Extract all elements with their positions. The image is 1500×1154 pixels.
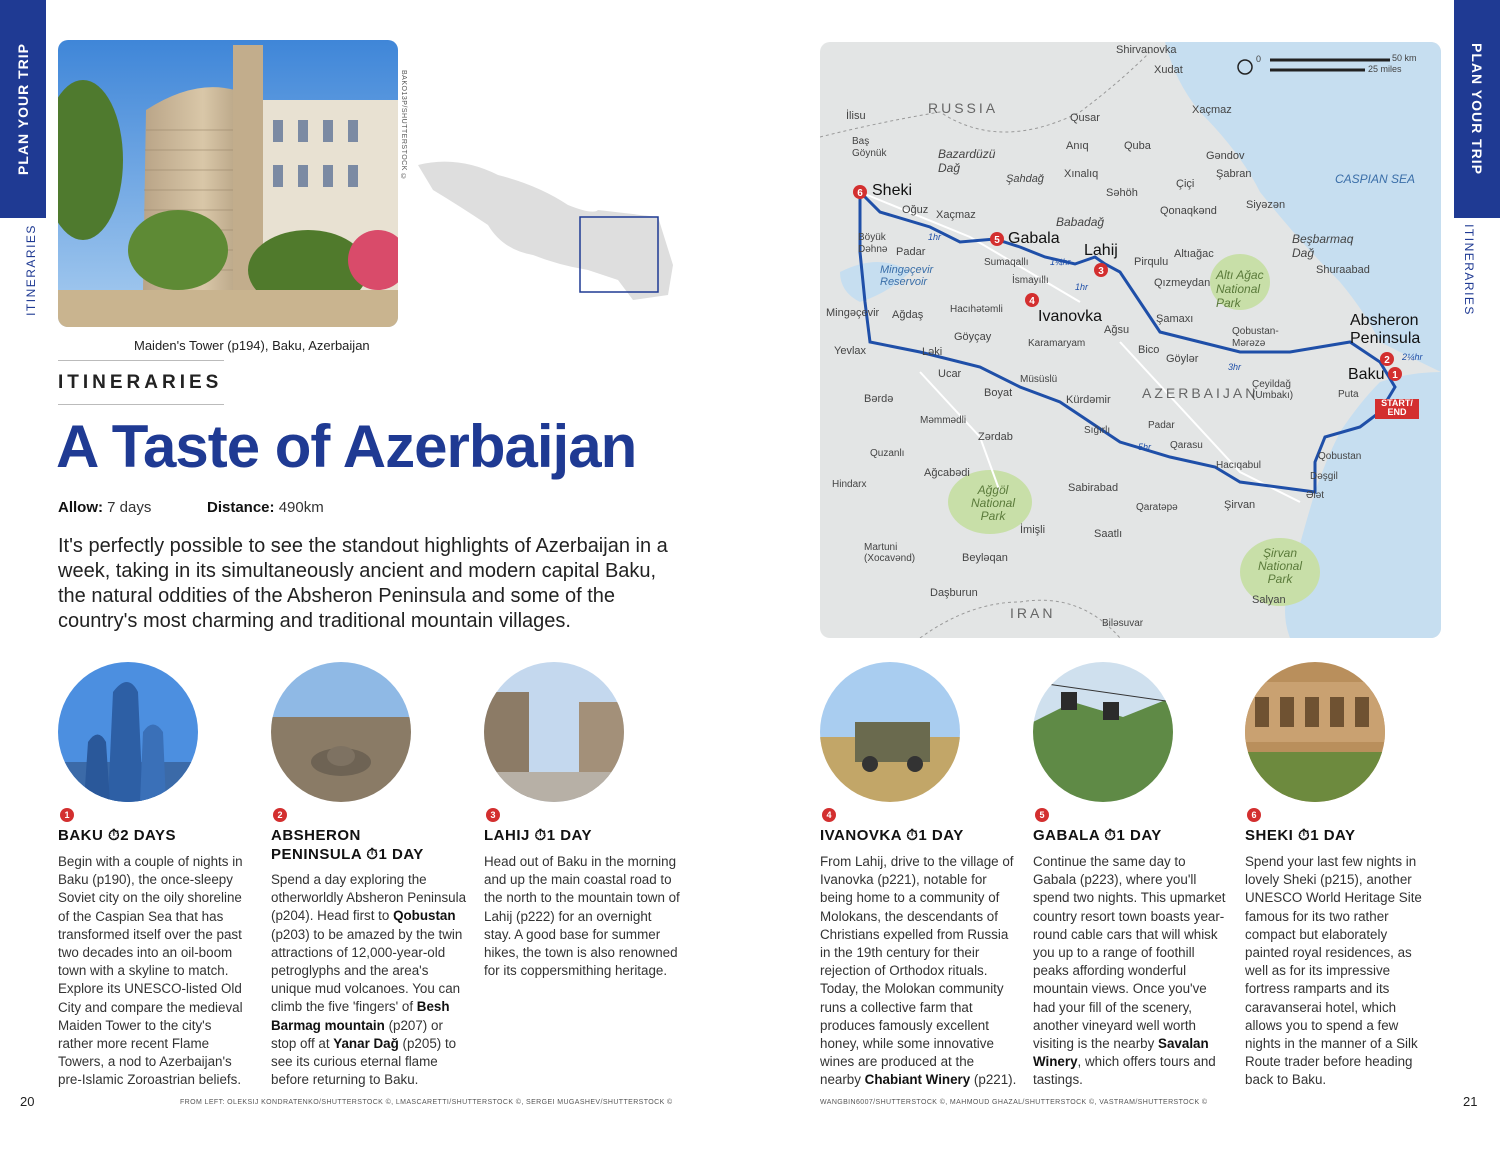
stop-description-absheron: Spend a day exploring the otherworldly Absheron Peninsula (p204). Head first to Qobustan (p203) to be amazed by the twin attractions of 12,000-year-old petroglyphs and the area's unique mud volcanoes. You can climb the five 'fingers' of Besh Barmag mountain (p207) or stop off at Yanar Dağ (p205) to see its curious eternal flame before returning to Baku. [271,872,467,1088]
map-place: Padar [896,246,926,258]
leg-time: 3hr [1228,362,1242,372]
stop-number: 3 [486,808,500,822]
map-place: Məmmədli [920,415,967,426]
map-place: Saatlı [1094,528,1123,540]
clock-icon: ⏱ [1298,827,1311,844]
photo-credits-right: WANGBIN6007/SHUTTERSTOCK ©, MAHMOUD GHAZAL/SHUTTERSTOCK ©, VASTRAM/SHUTTERSTOCK © [820,1099,1208,1106]
stop-description-lahij: Head out of Baku in the morning and up the main coastal road to the north to the mountain town of Lahij (p222) for an overnight stay. A good base for summer hikes, the town is also renowned for its coppersmithing heritage. [484,854,680,979]
map-place: Qusar [1070,112,1100,124]
map-place: Qızmeydan [1154,277,1211,289]
map-place: Böyük Dəhnə [858,232,888,255]
map-place: Zərdab [978,431,1013,443]
highlight-place: Besh Barmag mountain [271,999,450,1033]
map-place: Beşbarmaq Dağ [1292,232,1354,260]
region-iran: IRAN [1010,605,1056,621]
map-place: Babadağ [1056,215,1105,229]
map-place: Yevlax [834,345,867,357]
map-place: Bərdə [864,393,894,405]
leg-time: 1¼hr [1050,257,1071,267]
hero-photo-credit: BAKO13P/SHUTTERSTOCK © [400,70,407,181]
map-place: Çiçi [1176,178,1195,190]
map-place: İmişli [1020,524,1046,536]
stop-number: 1 [60,808,74,822]
map-place: Ələt [1306,490,1325,501]
map-place: Martuni (Xocavənd) [864,542,916,564]
map-place: Ağgöl National Park [970,483,1016,523]
svg-text:1: 1 [1392,370,1398,381]
stop-description-ivanovka: From Lahij, drive to the village of Ivanovka (p221), notable for being home to a community of Molokans, the descendants of Christians expelled from Russia in the 19th century for their rejection of Orthodox rituals. Today, the Molokan community runs a collective farm that produces famously excellent honey, while some innovative wines are produced at the nearby Chabiant Winery (p221). [820,854,1017,1088]
allow-info: Allow: 7 days [58,499,152,516]
svg-text:4: 4 [1029,296,1035,307]
intro-paragraph: It's perfectly possible to see the standout highlights of Azerbaijan in a week, taking in its simultaneously ancient and modern capital Baku, the natural oddities of the Absheron Peninsula and some of the country's most charming and traditional mountain villages. [58,535,668,632]
stop-title-absheron: ABSHERON PENINSULA ⏱1 DAY [271,827,424,863]
map-place: Shirvanovka [1116,44,1177,56]
lahij-street-photo [484,662,624,802]
map-place: Şahdağ [1006,173,1044,185]
section-label-left: ITINERARIES [24,224,38,316]
map-place: Qobustan-Mərəzə [1232,326,1279,349]
region-caspian: CASPIAN SEA [1335,172,1416,186]
map-place: Sabirabad [1068,482,1119,494]
map-place: Mingəçevir [826,307,880,319]
locator-map [418,155,678,320]
map-place: Sığırlı [1084,425,1111,436]
stop-title-baku: BAKU ⏱2 DAYS [58,827,177,844]
map-place: İsmayıllı [1012,275,1049,286]
stop-description-baku: Begin with a couple of nights in Baku (p190), the once-sleepy Soviet city on the oily shoreline of the Caspian Sea that has transformed itself over the past two decades into an oil-boom town with a skyline to match. Explore its UNESCO-listed Old City and compare the medieval Maiden Tower to the city's rather more recent Flame Towers, a nod to Azerbaijan's pre-Islamic Zoroastrian beliefs. [58,854,243,1088]
hero-caption: Maiden's Tower (p194), Baku, Azerbaijan [134,338,370,353]
stop-number: 5 [1035,808,1049,822]
map-place: Xaçmaz [1192,104,1232,116]
region-russia: RUSSIA [928,100,999,116]
map-place: Müsüslü [1020,374,1058,385]
map-place: Ucar [938,368,962,380]
clock-icon: ⏱ [366,846,379,863]
map-place: Xudat [1154,64,1183,76]
map-place: Qarasu [1170,440,1203,451]
plan-your-trip-tab-left[interactable] [0,0,46,218]
scale-miles: 25 miles [1368,64,1402,74]
map-place: Oğuz [902,204,929,216]
map-place: İlisu [846,110,866,122]
map-place: Çeyildağ (Umbakı) [1252,379,1294,401]
clock-icon: ⏱ [1104,827,1117,844]
section-label-right: ITINERARIES [1462,224,1476,316]
divider [58,404,224,405]
maiden-tower-photo [58,40,398,327]
map-place: Şirvan National Park [1257,546,1303,586]
map-place: Xınalıq [1064,168,1099,180]
map-place: Shuraabad [1316,264,1370,276]
map-place: Dəşgil [1310,471,1338,482]
stop-title-sheki: SHEKI ⏱1 DAY [1245,827,1356,844]
stop-description-sheki: Spend your last few nights in lovely Sheki (p215), another UNESCO World Heritage Site famous for its two rather compact but elaborately painted royal residences, as well as for its impressive fortress ramparts and its caravanserai hotel, which allows you to spend a few nights in the manner of a Silk Route trader before heading back to Baku. [1245,854,1422,1088]
section-kicker: ITINERARIES [58,372,223,393]
map-place: Siyəzən [1246,199,1286,211]
map-place: Mingəçevir Reservoir [880,264,934,288]
map-place: Qaratəpə [1136,502,1178,513]
start-end-marker: START/ END [1381,398,1413,417]
divider [58,360,224,361]
map-place: Salyan [1252,594,1286,606]
map-place: Baş Göynük [852,136,887,159]
map-place: Ağsu [1104,324,1130,336]
highlight-place: Yanar Dağ [333,1035,399,1051]
map-stop-absheron: Absheron Peninsula [1350,312,1421,347]
clock-icon: ⏱ [108,827,121,844]
tab-label: PLAN YOUR TRIP [1469,43,1485,175]
stop-title-lahij: LAHIJ ⏱1 DAY [484,827,593,844]
tab-label: PLAN YOUR TRIP [15,43,31,175]
map-place: Gəndov [1206,150,1245,162]
page-number-left: 20 [20,1094,35,1109]
map-place: Şabran [1216,168,1252,180]
map-place: Göyçay [954,331,992,343]
map-place: Biləsuvar [1102,618,1144,629]
sheki-caravanserai-photo [1245,662,1385,802]
map-stop-sheki: Sheki [872,182,913,199]
distance-info: Distance: 490km [207,499,324,516]
gabala-cable-car-photo [1033,662,1173,802]
highlight-place: Chabiant Winery [864,1072,971,1088]
baku-flame-towers-photo [58,662,198,802]
plan-your-trip-tab-right[interactable] [1454,0,1500,218]
highlight-place: Qobustan [393,908,456,924]
svg-text:6: 6 [857,188,863,199]
map-place: Şamaxı [1156,313,1194,325]
map-stop-lahij: Lahij [1084,242,1118,259]
leg-time: 1hr [1075,282,1089,292]
map-place: Bazardüzü Dağ [938,147,996,175]
stop-title-gabala: GABALA ⏱1 DAY [1033,827,1162,844]
map-place: Karamaryam [1028,338,1086,349]
map-place: Qonaqkənd [1160,205,1217,217]
map-place: Altıağac [1174,248,1214,260]
map-place: Ləki [922,346,943,358]
map-place: Qobustan [1318,451,1362,462]
stop-number: 6 [1247,808,1261,822]
photo-credits-left: FROM LEFT: OLEKSIJ KONDRATENKO/SHUTTERSTOCK ©, LMASCARETTI/SHUTTERSTOCK ©, SERGEI MUGASHEV/SHUTTERSTOCK © [180,1099,673,1106]
map-place: Anıq [1066,140,1089,152]
map-place: Hindarx [832,479,867,490]
map-place: Hacıhətəmli [950,304,1003,315]
page-number-right: 21 [1463,1094,1478,1109]
leg-time: 5hr [1138,442,1152,452]
stop-description-gabala: Continue the same day to Gabala (p223), where you'll spend two nights. This upmarket country resort town boasts year-round cable cars that will whisk you up to a range of foothill peaks affording wonderful mountain views. Once you've had your fill of the scenery, another vineyard well worth visiting is the nearby Savalan Winery, which offers tours and tastings. [1033,854,1226,1088]
ivanovka-farm-photo [820,662,960,802]
scale-zero: 0 [1256,54,1262,64]
stop-title-ivanovka: IVANOVKA ⏱1 DAY [820,827,964,844]
leg-time: 1hr [928,232,942,242]
svg-text:3: 3 [1098,266,1104,277]
map-place: Xaçmaz [936,209,976,221]
clock-icon: ⏱ [534,827,547,844]
map-place: Göylər [1166,353,1199,365]
leg-time: 2¼hr [1402,352,1423,362]
map-place: Kürdəmir [1066,394,1111,406]
map-place: Quba [1124,140,1151,152]
map-place: Puta [1338,389,1359,400]
highlight-place: Savalan Winery [1033,1036,1209,1070]
map-place: Daşburun [930,587,978,599]
stop-number: 4 [822,808,836,822]
map-stop-gabala: Gabala [1008,230,1060,247]
map-place: Boyat [984,387,1013,399]
map-stop-ivanovka: Ivanovka [1038,308,1103,325]
map-place: Altı Ağac National Park [1216,268,1264,310]
svg-text:2: 2 [1384,355,1390,366]
page-title: A Taste of Azerbaijan [56,413,637,480]
map-place: Padar [1148,420,1175,431]
map-place: Ağdaş [892,309,924,321]
map-place: Bico [1138,344,1160,356]
stop-number: 2 [273,808,287,822]
map-place: Hacıqabul [1216,460,1262,471]
svg-text:5: 5 [994,235,1000,246]
map-place: Pirqulu [1134,256,1169,268]
region-azerbaijan: AZERBAIJAN [1142,385,1259,401]
map-place: Sumaqallı [984,257,1029,268]
map-place: Ağcabədi [924,467,970,479]
map-place: Beyləqan [962,552,1008,564]
map-place: Şirvan [1224,499,1256,511]
map-place: Quzanlı [870,448,905,459]
scale-km: 50 km [1392,53,1417,63]
route-map [820,42,1441,638]
clock-icon: ⏱ [906,827,919,844]
map-stop-baku: Baku [1348,366,1385,383]
mud-volcano-photo [271,662,411,802]
map-place: Səhöh [1106,187,1138,199]
